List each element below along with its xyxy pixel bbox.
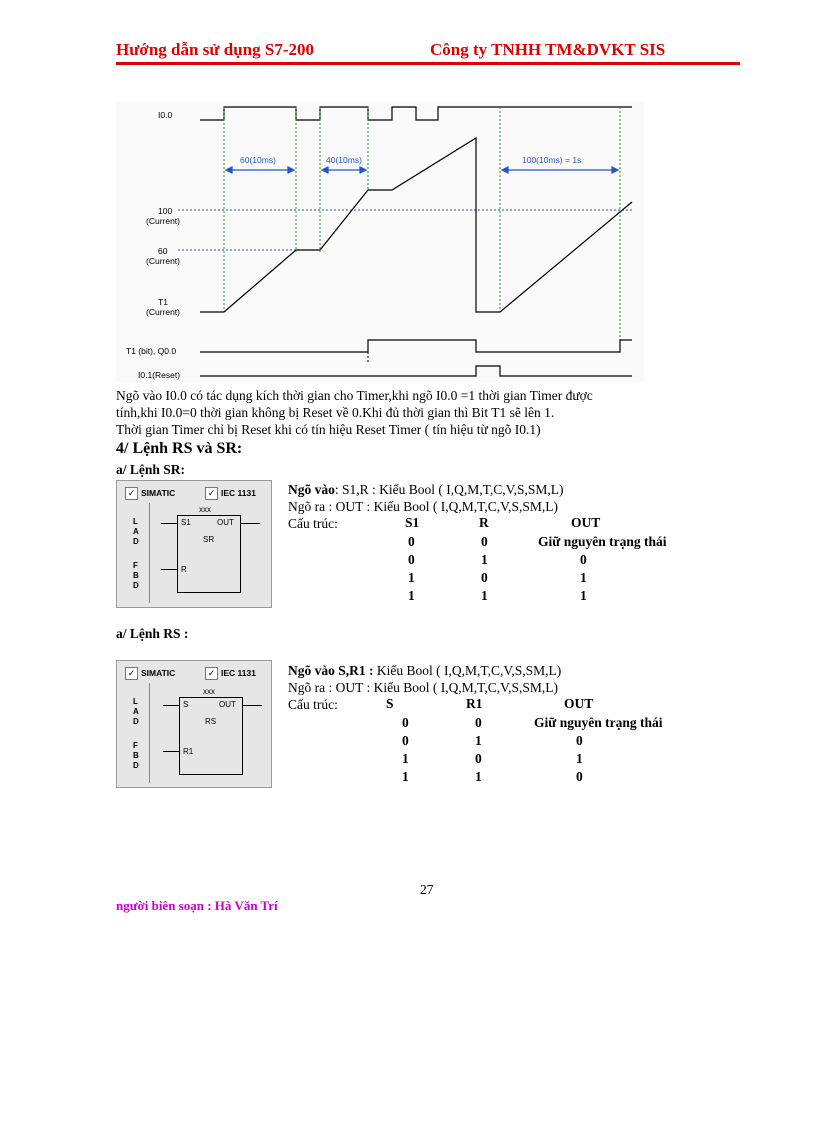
rs-output-line: Ngõ ra : OUT : Kiểu Bool ( I,Q,M,T,C,V,S,SM,L) <box>288 680 558 695</box>
label-100-sub: (Current) <box>146 216 181 226</box>
description-line-2: tính,khi I0.0=0 thời gian không bị Reset về 0.Khi đủ thời gian thì Bit T1 sẽ lên 1. <box>116 405 555 420</box>
sr-cell: 1 <box>481 552 488 567</box>
lad-label: L A D <box>133 517 139 546</box>
rs-cell: 1 <box>402 751 409 766</box>
label-100: 100 <box>158 206 173 216</box>
sr-cell: 0 <box>481 570 488 585</box>
rs-pin-r1: R1 <box>183 747 194 756</box>
sr-block-diagram <box>116 480 272 608</box>
timing-diagram-svg <box>116 102 644 382</box>
span1-label: 60(10ms) <box>240 155 276 165</box>
rs-cell: 1 <box>576 751 583 766</box>
rs-cell: Giữ nguyên trạng thái <box>534 715 663 730</box>
label-i00: I0.0 <box>158 110 173 120</box>
sr-out-wire <box>240 523 260 524</box>
rs-struct-label: Cấu trúc: <box>288 697 338 712</box>
fbd-label: F B D <box>133 741 139 770</box>
sr-in2-wire <box>161 569 177 570</box>
simatic-label: SIMATIC <box>141 488 176 498</box>
fbd-label: F B D <box>133 561 139 590</box>
label-60: 60 <box>158 246 168 256</box>
sr-cell: 0 <box>408 534 415 549</box>
page-number: 27 <box>420 882 434 897</box>
sr-col-header: S1 <box>405 515 420 530</box>
rs-col-header: S <box>386 696 394 711</box>
header-title-left: Hướng dẫn sử dụng S7-200 <box>116 40 314 59</box>
sr-cell: 1 <box>408 570 415 585</box>
rs-in1-wire <box>163 705 179 706</box>
sr-input-line: Ngõ vào: S1,R : Kiểu Bool ( I,Q,M,T,C,V,S,SM,L) <box>288 482 564 497</box>
sr-cell: 1 <box>408 588 415 603</box>
label-t1-sub: (Current) <box>146 307 181 317</box>
section-title: 4/ Lệnh RS và SR: <box>116 440 243 457</box>
header-title-right: Công ty TNHH TM&DVKT SIS <box>430 40 666 59</box>
sr-in1-wire <box>161 523 177 524</box>
rs-in2-wire <box>163 751 179 752</box>
label-t1bit: T1 (bit), Q0.0 <box>126 346 177 356</box>
sr-output-line: Ngõ ra : OUT : Kiểu Bool ( I,Q,M,T,C,V,S,SM,L) <box>288 499 558 514</box>
simatic-label: SIMATIC <box>141 668 176 678</box>
rs-input-line: Ngõ vào S,R1 : Kiểu Bool ( I,Q,M,T,C,V,S,SM,L) <box>288 663 562 678</box>
rs-block-diagram <box>116 660 272 788</box>
rs-cell: 0 <box>402 715 409 730</box>
rs-cell: 0 <box>576 769 583 784</box>
footer-author: người biên soạn : Hà Văn Trí <box>116 898 278 913</box>
sr-struct-label: Cấu trúc: <box>288 516 338 531</box>
sr-cell: 0 <box>408 552 415 567</box>
rs-cell: 1 <box>475 733 482 748</box>
sr-heading: a/ Lệnh SR: <box>116 462 186 477</box>
header-rule <box>116 62 740 65</box>
signal-i00-line <box>200 107 632 120</box>
rs-cell: 1 <box>402 769 409 784</box>
iec-check-icon: ✓ <box>205 487 218 500</box>
timer-timing-diagram <box>116 102 644 382</box>
sr-cell: 0 <box>580 552 587 567</box>
simatic-check-icon: ✓ <box>125 487 138 500</box>
sr-col-header: R <box>479 515 489 530</box>
rs-col-header: OUT <box>564 696 594 711</box>
sr-cell: 0 <box>481 534 488 549</box>
sr-cell: Giữ nguyên trạng thái <box>538 534 667 549</box>
rs-cell: 0 <box>475 715 482 730</box>
sr-truth-table <box>288 515 728 605</box>
rs-col-header: R1 <box>466 696 483 711</box>
sr-col-header: OUT <box>571 515 601 530</box>
rs-cell: 0 <box>402 733 409 748</box>
label-t1: T1 <box>158 297 168 307</box>
iec-check-icon: ✓ <box>205 667 218 680</box>
time-markers <box>224 107 620 342</box>
rs-heading: a/ Lệnh RS : <box>116 626 189 641</box>
reset-line <box>200 366 632 376</box>
simatic-check-icon: ✓ <box>125 667 138 680</box>
sr-pin-r: R <box>181 565 187 574</box>
lad-label: L A D <box>133 697 139 726</box>
span2-label: 40(10ms) <box>326 155 362 165</box>
iec-label: IEC 1131 <box>221 668 256 678</box>
sr-cell: 1 <box>481 588 488 603</box>
description-line-3: Thời gian Timer chỉ bị Reset khi có tín hiệu Reset Timer ( tín hiệu từ ngõ I0.1) <box>116 422 541 437</box>
sr-block-name: SR <box>203 535 215 544</box>
rs-truth-table <box>288 696 728 786</box>
description-line-1: Ngõ vào I0.0 có tác dụng kích thời gian cho Timer,khi ngõ I0.0 =1 thời gian Timer được <box>116 388 593 403</box>
rs-pin-out: OUT <box>219 700 236 709</box>
sr-cell: 1 <box>580 570 587 585</box>
iec-label: IEC 1131 <box>221 488 256 498</box>
rs-cell: 0 <box>576 733 583 748</box>
label-60-sub: (Current) <box>146 256 181 266</box>
rs-pin-s: S <box>183 700 189 709</box>
label-reset: I0.1(Reset) <box>138 370 181 380</box>
rs-cell: 1 <box>475 769 482 784</box>
rs-cell: 0 <box>475 751 482 766</box>
sr-pin-s1: S1 <box>181 518 191 527</box>
rs-out-wire <box>242 705 262 706</box>
sr-cell: 1 <box>580 588 587 603</box>
rs-block-name: RS <box>205 717 217 726</box>
rs-xxx-label: xxx <box>203 687 215 696</box>
t1bit-line <box>200 340 632 352</box>
sr-xxx-label: xxx <box>199 505 211 514</box>
span3-label: 100(10ms) = 1s <box>522 155 582 165</box>
sr-pin-out: OUT <box>217 518 234 527</box>
